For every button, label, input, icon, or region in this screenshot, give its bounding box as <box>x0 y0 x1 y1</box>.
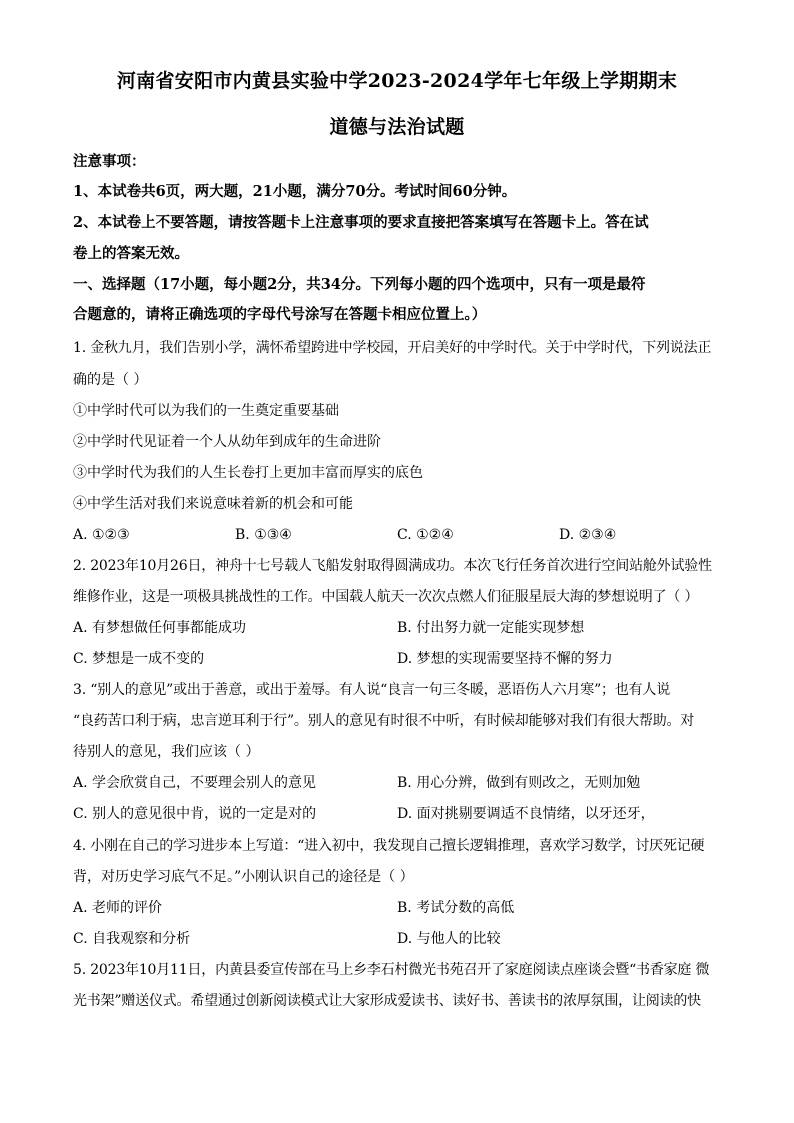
q1-option-b: B. ①③④ <box>235 527 292 543</box>
notice-heading: 注意事项： <box>73 153 146 170</box>
notice-item-2-line1: 2、本试卷上不要答题，请按答题卡上注意事项的要求直接把答案填写在答题卡上。答在试 <box>73 214 649 231</box>
q3-option-d: D. 面对挑剔要调适不良情绪，以牙还牙， <box>397 806 655 822</box>
q1-option-d: D. ②③④ <box>559 527 617 543</box>
q1-stem-line2: 确的是（ ） <box>73 372 148 388</box>
q4-option-b: B. 考试分数的高低 <box>397 900 515 916</box>
section-1-heading-line2: 合题意的，请将正确选项的字母代号涂写在答题卡相应位置上。） <box>73 306 487 323</box>
exam-title-line2: 道德与法治试题 <box>329 116 465 138</box>
q1-stem-line1: 1. 金秋九月，我们告别小学，满怀希望跨进中学校园，开启美好的中学时代。关于中学时代，下列说法正 <box>73 340 712 356</box>
q2-option-b: B. 付出努力就一定能实现梦想 <box>397 620 585 636</box>
exam-title-line1: 河南省安阳市内黄县实验中学2023-2024学年七年级上学期期末 <box>116 70 678 92</box>
q2-stem-line2: 维修作业，这是一项极具挑战性的工作。中国载人航天一次次点燃人们征服星辰大海的梦想说明了（ ） <box>73 589 699 605</box>
q4-stem-line1: 4. 小刚在自己的学习进步本上写道：“进入初中，我发现自己擅长逻辑推理，喜欢学习数学，讨厌死记硬 <box>73 838 705 854</box>
q4-stem-line2: 背，对历史学习底气不足。”小刚认识自己的途径是（ ） <box>73 869 414 885</box>
q2-stem-line1: 2. 2023年10月26日，神舟十七号载人飞船发射取得圆满成功。本次飞行任务首次进行空间站舱外试验性 <box>73 558 712 574</box>
q3-option-c: C. 别人的意见很中肯，说的一定是对的 <box>73 806 317 822</box>
q1-statement-1: ①中学时代可以为我们的一生奠定重要基础 <box>73 403 339 419</box>
q3-stem-line2: “良药苦口利于病，忠言逆耳利于行”。别人的意见有时很不中听，有时候却能够对我们有很大帮助。对 <box>73 713 695 729</box>
q5-stem-line2: 光书架”赠送仪式。希望通过创新阅读模式让大家形成爱读书、读好书、善读书的浓厚氛围，让阅读的快 <box>73 993 701 1009</box>
q3-stem-line3: 待别人的意见，我们应该（ ） <box>73 744 260 760</box>
q3-option-a: A. 学会欣赏自己，不要理会别人的意见 <box>73 775 317 791</box>
q3-option-b: B. 用心分辨，做到有则改之，无则加勉 <box>397 775 641 791</box>
q1-statement-4: ④中学生活对我们来说意味着新的机会和可能 <box>73 496 353 512</box>
notice-item-2-line2: 卷上的答案无效。 <box>73 245 189 262</box>
q2-option-d: D. 梦想的实现需要坚持不懈的努力 <box>397 651 613 667</box>
q4-option-c: C. 自我观察和分析 <box>73 931 191 947</box>
q1-option-c: C. ①②④ <box>397 527 454 543</box>
section-1-heading-line1: 一、选择题（17小题，每小题2分，共34分。下列每小题的四个选项中，只有一项是最符 <box>73 276 646 293</box>
notice-item-1: 1、本试卷共6页，两大题，21小题，满分70分。考试时间60分钟。 <box>73 183 517 200</box>
q4-option-a: A. 老师的评价 <box>73 900 163 916</box>
q1-statement-2: ②中学时代见证着一个人从幼年到成年的生命进阶 <box>73 434 381 450</box>
q2-option-c: C. 梦想是一成不变的 <box>73 651 205 667</box>
q1-option-a: A. ①②③ <box>73 527 130 543</box>
q4-option-d: D. 与他人的比较 <box>397 931 501 947</box>
q2-option-a: A. 有梦想做任何事都能成功 <box>73 620 247 636</box>
q1-statement-3: ③中学时代为我们的人生长卷打上更加丰富而厚实的底色 <box>73 465 423 481</box>
q5-stem-line1: 5. 2023年10月11日，内黄县委宣传部在马上乡李石村微光书苑召开了家庭阅读点座谈会暨“书香家庭 微 <box>73 962 710 978</box>
q3-stem-line1: 3. “别人的意见”或出于善意，或出于羞辱。有人说“良言一句三冬暖，恶语伤人六月寒”；也有人说 <box>73 682 671 698</box>
